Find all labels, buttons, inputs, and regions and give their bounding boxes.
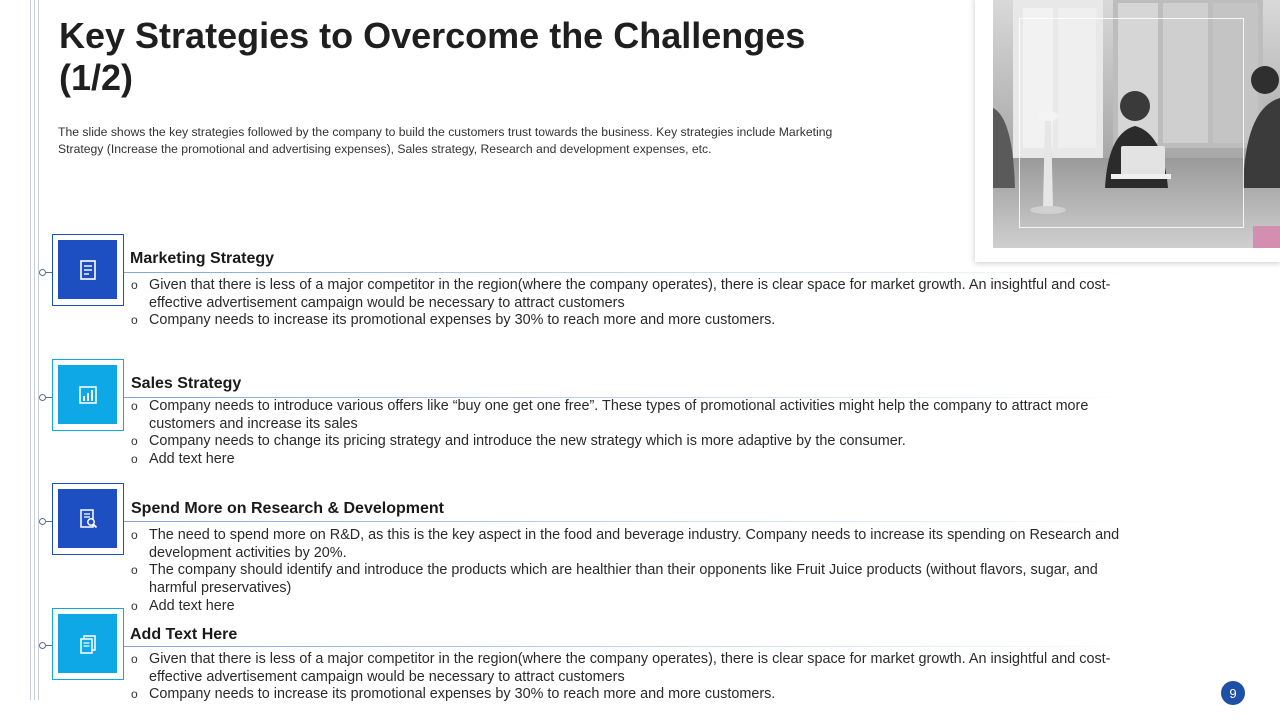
bullet-item: o The need to spend more on R&D, as this is the key aspect in the food and beverage industry. Company needs to increase its spending on Research and development activities by 20%. (130, 527, 1140, 562)
bullet-item: o Company needs to introduce various offers like “buy one get one free”. These types of promotional activities might help the company to attract more customers and increase its sales (130, 398, 1140, 433)
bullet-item: o Add text here (130, 598, 1140, 616)
slide-description: The slide shows the key strategies followed by the company to build the customers trust towards the business. Key strategies include Marketing Strategy (Increase the promotional and advertising expenses), Sales strategy, Research and development expenses, etc. (58, 125, 833, 156)
bullet-list (130, 277, 1140, 330)
section-divider (124, 646, 1140, 647)
bullet-list (130, 527, 1140, 616)
section-title: Spend More on Research & Development (131, 500, 444, 517)
section-divider (124, 272, 1140, 273)
decor-line (34, 0, 35, 700)
bullet-item: o Given that there is less of a major competitor in the region(where the company operates), there is clear space for market growth. An insightful and cost-effective advertisement campaign would be necessary to attract customers (130, 277, 1140, 312)
bullet-list (130, 398, 1140, 469)
photo-overlay-frame (1019, 18, 1244, 228)
page-title: Key Strategies to Overcome the Challenges (1/2) (59, 15, 806, 98)
bullet-list (130, 651, 1140, 704)
document-icon (58, 240, 117, 299)
bullet-item: o Add text here (130, 451, 1140, 469)
section-icon-box (52, 608, 124, 680)
meeting-photo-frame (975, 0, 1280, 262)
connector-dot (39, 518, 46, 525)
search-document-icon (58, 489, 117, 548)
section-divider (124, 521, 1140, 522)
chart-icon (58, 365, 117, 424)
connector-dot (39, 269, 46, 276)
bullet-item: o Company needs to increase its promotional expenses by 30% to reach more and more customers. (130, 686, 1140, 704)
section-icon-box (52, 359, 124, 431)
decor-line (38, 0, 39, 700)
pages-icon (58, 614, 117, 673)
section-title: Marketing Strategy (130, 250, 275, 267)
section-title: Add Text Here (130, 626, 238, 643)
connector-dot (39, 642, 46, 649)
page-number: 9 (1221, 681, 1245, 705)
bullet-item: o Company needs to increase its promotional expenses by 30% to reach more and more customers. (130, 312, 1140, 330)
section-title: Sales Strategy (131, 375, 242, 392)
bullet-item: o Given that there is less of a major competitor in the region(where the company operates), there is clear space for market growth. An insightful and cost-effective advertisement campaign would be necessary to attract customers (130, 651, 1140, 686)
meeting-photo (993, 0, 1280, 248)
connector-dot (39, 394, 46, 401)
decor-line (30, 0, 31, 700)
section-icon-box (52, 483, 124, 555)
section-icon-box (52, 234, 124, 306)
bullet-item: o The company should identify and introduce the products which are healthier than their opponents like Fruit Juice products (without flavors, sugar, and harmful preservatives) (130, 562, 1140, 597)
bullet-item: o Company needs to change its pricing strategy and introduce the new strategy which is more adaptive by the consumer. (130, 433, 1140, 451)
